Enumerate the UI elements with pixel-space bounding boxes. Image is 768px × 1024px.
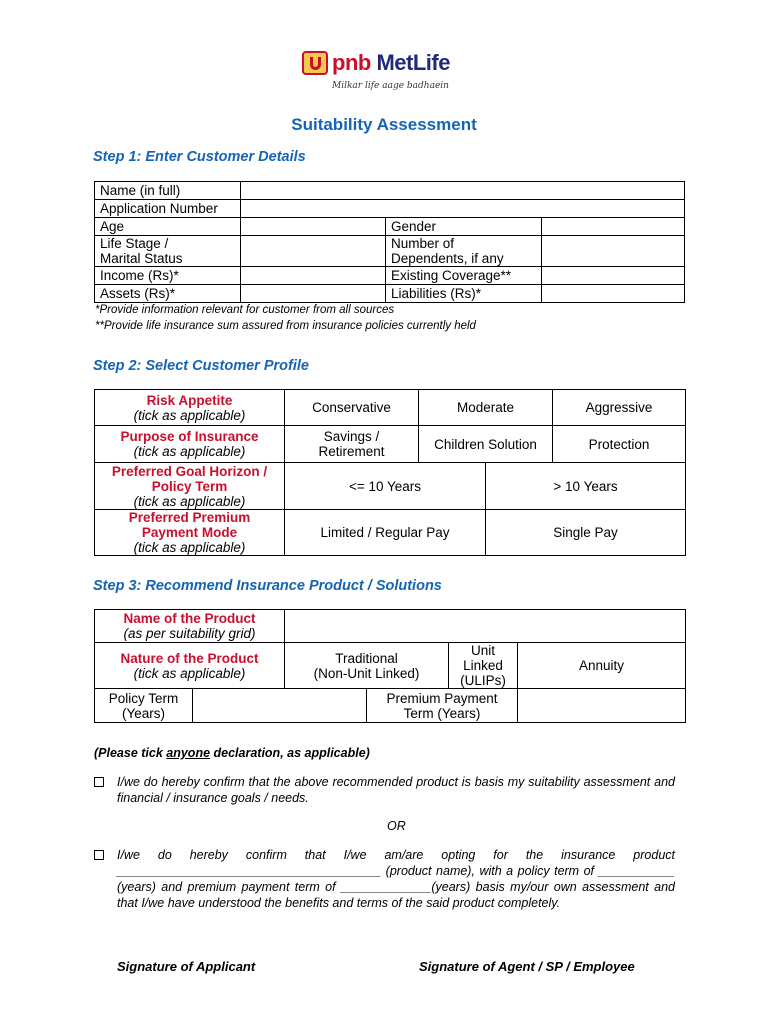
brand-name: pnb MetLife: [332, 50, 450, 75]
dependents-label: Number of Dependents, if any: [386, 236, 542, 267]
policy-term-input-cell[interactable]: [193, 689, 367, 723]
customer-profile-table: [94, 389, 686, 556]
option-up-to-10-years[interactable]: <= 10 Years: [285, 463, 486, 510]
customer-details-table: [94, 181, 685, 303]
page-title: Suitability Assessment: [291, 115, 477, 134]
option-single-pay[interactable]: Single Pay: [486, 510, 686, 556]
declaration-1-checkbox[interactable]: [94, 777, 104, 787]
option-children-solution[interactable]: Children Solution: [419, 426, 553, 463]
step1-heading: Step 1: Enter Customer Details: [93, 149, 306, 165]
name-label: Name (in full): [95, 182, 241, 200]
nature-of-product-label: Nature of the Product (tick as applicable): [95, 643, 285, 689]
agent-signature-label: Signature of Agent / SP / Employee: [419, 959, 635, 974]
product-name-input-cell[interactable]: [285, 610, 686, 643]
existing-coverage-input-cell[interactable]: [542, 267, 685, 285]
application-number-label: Application Number: [95, 200, 241, 218]
life-stage-label: Life Stage / Marital Status: [95, 236, 241, 267]
product-name-label: Name of the Product (as per suitability grid): [95, 610, 285, 643]
or-separator: OR: [387, 819, 406, 833]
option-conservative[interactable]: Conservative: [285, 390, 419, 426]
pnb-metlife-logo: [294, 44, 470, 102]
name-input-cell[interactable]: [241, 182, 685, 200]
option-ulips[interactable]: Unit Linked (ULIPs): [449, 643, 518, 689]
existing-coverage-label: Existing Coverage**: [386, 267, 542, 285]
option-aggressive[interactable]: Aggressive: [553, 390, 686, 426]
applicant-signature-label: Signature of Applicant: [117, 959, 256, 974]
option-moderate[interactable]: Moderate: [419, 390, 553, 426]
premium-mode-label: Preferred Premium Payment Mode (tick as applicable): [95, 510, 285, 556]
footnote-coverage: **Provide life insurance sum assured from insurance policies currently held: [95, 320, 476, 332]
premium-payment-term-input-cell[interactable]: [518, 689, 686, 723]
declaration-2-checkbox[interactable]: [94, 850, 104, 860]
age-input-cell[interactable]: [241, 218, 386, 236]
life-stage-input-cell[interactable]: [241, 236, 386, 267]
risk-appetite-label: Risk Appetite (tick as applicable): [95, 390, 285, 426]
policy-term-label: Policy Term (Years): [95, 689, 193, 723]
declaration-instruction: (Please tick anyone declaration, as applicable): [94, 746, 370, 760]
assets-label: Assets (Rs)*: [95, 285, 241, 303]
option-protection[interactable]: Protection: [553, 426, 686, 463]
option-limited-regular-pay[interactable]: Limited / Regular Pay: [285, 510, 486, 556]
purpose-label: Purpose of Insurance (tick as applicable): [95, 426, 285, 463]
liabilities-label: Liabilities (Rs)*: [386, 285, 542, 303]
step3-heading: Step 3: Recommend Insurance Product / Solutions: [93, 578, 442, 594]
dependents-input-cell[interactable]: [542, 236, 685, 267]
option-over-10-years[interactable]: > 10 Years: [486, 463, 686, 510]
footnote-sources: *Provide information relevant for customer from all sources: [95, 304, 395, 316]
income-label: Income (Rs)*: [95, 267, 241, 285]
application-number-input-cell[interactable]: [241, 200, 685, 218]
option-savings-retirement[interactable]: Savings / Retirement: [285, 426, 419, 463]
declaration-1-text: I/we do hereby confirm that the above recommended product is basis my suitability assessment and financial / insurance goals / needs.: [117, 775, 675, 805]
option-annuity[interactable]: Annuity: [518, 643, 686, 689]
step2-heading: Step 2: Select Customer Profile: [93, 358, 309, 374]
liabilities-input-cell[interactable]: [542, 285, 685, 303]
goal-horizon-label: Preferred Goal Horizon / Policy Term (tick as applicable): [95, 463, 285, 510]
income-input-cell[interactable]: [241, 267, 386, 285]
declaration-2-text: I/we do hereby confirm that I/we am/are opting for the insurance product ______________________________________ (product name), with a policy term of ___________ (years) and premium payment term of _____________(years) basis my/our own assessment and that I/we have understood the benefits and terms of the said product completely.: [117, 848, 675, 910]
gender-label: Gender: [386, 218, 542, 236]
age-label: Age: [95, 218, 241, 236]
brand-tagline: Milkar life aage badhaein: [332, 81, 449, 91]
premium-payment-term-label: Premium Payment Term (Years): [367, 689, 518, 723]
assets-input-cell[interactable]: [241, 285, 386, 303]
option-traditional[interactable]: Traditional (Non-Unit Linked): [285, 643, 449, 689]
pnb-emblem-icon: [302, 51, 328, 75]
gender-input-cell[interactable]: [542, 218, 685, 236]
recommend-product-table: [94, 609, 686, 723]
